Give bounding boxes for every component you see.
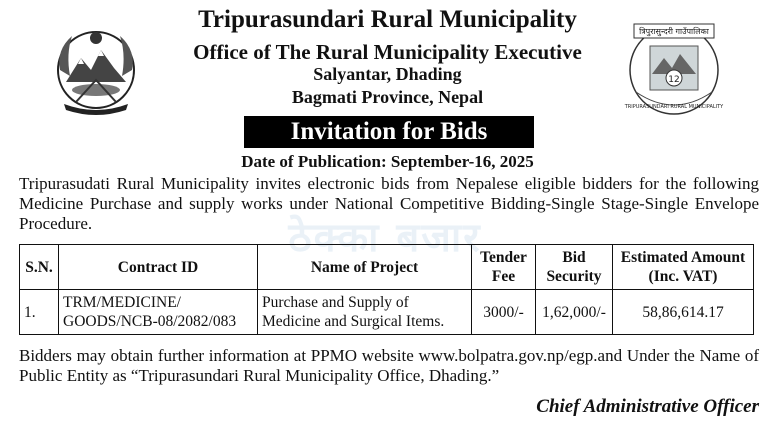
header-estimate-line1: Estimated Amount (620, 249, 746, 266)
publication-date: Date of Publication: September-16, 2025 (241, 152, 534, 171)
signature-title: Chief Administrative Officer (536, 396, 759, 417)
header-sn: S.N. (20, 245, 59, 290)
header-tender-fee-line1: Tender (480, 249, 527, 266)
header-estimate (613, 245, 754, 290)
cell-contract-id-line1: TRM/MEDICINE/ (63, 294, 181, 311)
header-bid-security-line2: Security (546, 268, 602, 285)
notice-title: Invitation for Bids (244, 116, 534, 148)
bids-table (19, 244, 754, 335)
svg-text:त्रिपुरासुन्दरी गाउँपालिका: त्रिपुरासुन्दरी गाउँपालिका (639, 27, 709, 36)
header-tender-fee (472, 245, 536, 290)
cell-project-line2: Medicine and Surgical Items. (262, 313, 445, 330)
watermark-text: ठेक्का बजार (288, 215, 482, 261)
cell-project-line1: Purchase and Supply of (262, 294, 409, 311)
info-paragraph: Bidders may obtain further information at PPMO website www.bolpatra.gov.np/egp.and Under the Name of Public Entity as “Tripurasundari Rural Municipality Office, Dhading.” (19, 346, 759, 385)
cell-project (258, 290, 472, 335)
cell-contract-id-line2: GOODS/NCB-08/2082/083 (63, 313, 237, 330)
cell-contract-id (59, 290, 258, 335)
header-bid-security-line1: Bid (562, 249, 586, 266)
header-bid-security (536, 245, 613, 290)
cell-tender-fee: 3000/- (472, 290, 536, 335)
office-name: Office of The Rural Municipality Executive (193, 40, 582, 64)
cell-estimate: 58,86,614.17 (613, 290, 754, 335)
office-location: Salyantar, Dhading (313, 64, 462, 84)
municipality-name: Tripurasundari Rural Municipality (198, 6, 577, 33)
svg-text:TRIPURASUNDARI RURAL MUNICIPAL: TRIPURASUNDARI RURAL MUNICIPALITY (624, 104, 724, 110)
intro-paragraph: Tripurasudati Rural Municipality invites electronic bids from Nepalese eligible bidders for the following Medicine Purchase and supply works under National Competitive Bidding-Single Stage-Single Envelope Procedure. (19, 174, 759, 233)
svg-text:12: 12 (668, 75, 680, 85)
header-tender-fee-line2: Fee (491, 268, 516, 285)
table-row (20, 290, 754, 335)
office-province: Bagmati Province, Nepal (291, 87, 484, 107)
cell-bid-security: 1,62,000/- (536, 290, 613, 335)
header-project: Name of Project (258, 245, 472, 290)
header-estimate-line2: (Inc. VAT) (648, 268, 718, 285)
table-header-row (20, 245, 754, 290)
header-contract-id: Contract ID (59, 245, 258, 290)
cell-sn: 1. (20, 290, 59, 335)
